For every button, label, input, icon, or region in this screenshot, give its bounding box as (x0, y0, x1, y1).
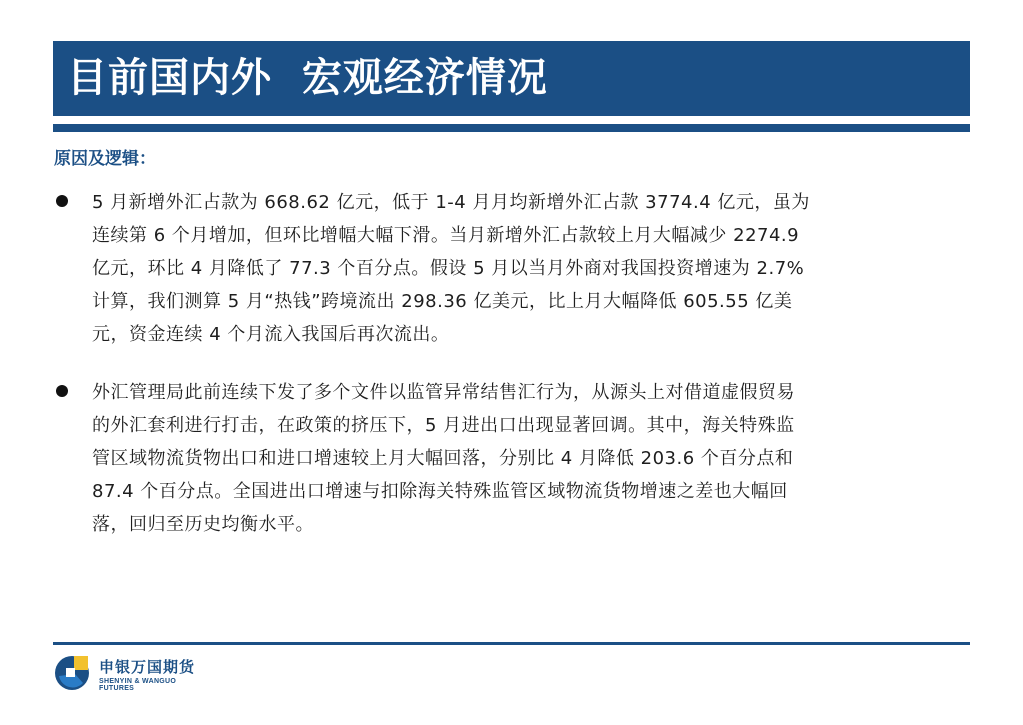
bullet-text: 5 月新增外汇占款为 668.62 亿元，低于 1-4 月月均新增外汇占款 3774.4 亿元，虽为连续第 6 个月增加，但环比增幅大幅下滑。当月新增外汇占款较上月大幅减少 2274.9 亿元，环比 4 月降低了 77.3 个百分点。假设 5 月以当月外商对我国投资增速为 2.7%计算，我们测算 5 月“热钱”跨境流出 298.36 亿美元，比上月大幅降低 605.55 亿美元，资金连续 4 个月流入我国后再次流出。 (92, 192, 810, 345)
bullet-dot-icon (56, 385, 68, 397)
company-logo (53, 652, 213, 694)
bullet-text: 外汇管理局此前连续下发了多个文件以监管异常结售汇行为，从源头上对借道虚假贸易的外汇套利进行打击，在政策的挤压下，5 月进出口出现显著回调。其中，海关特殊监管区域物流货物出口和进口增速较上月大幅回落，分别比 4 月降低 203.6 个百分点和 87.4 个百分点。全国进出口增速与扣除海关特殊监管区域物流货物增速之差也大幅回落，回归至历史均衡水平。 (92, 382, 795, 535)
section-label: 原因及逻辑： (54, 149, 156, 169)
bullet-item (50, 376, 810, 541)
bullet-dot-icon (56, 195, 68, 207)
footer-divider (53, 642, 970, 645)
logo-mark-icon (53, 652, 93, 692)
title-divider (53, 124, 970, 132)
title-bar (53, 41, 970, 116)
bullet-list (50, 186, 810, 566)
logo-chinese-name: 申银万国期货 (99, 658, 196, 676)
bullet-item (50, 186, 810, 351)
logo-english-name: SHENYIN & WANGUO FUTURES (99, 678, 177, 692)
page-title: 目前国内外 宏观经济情况 (67, 55, 548, 101)
